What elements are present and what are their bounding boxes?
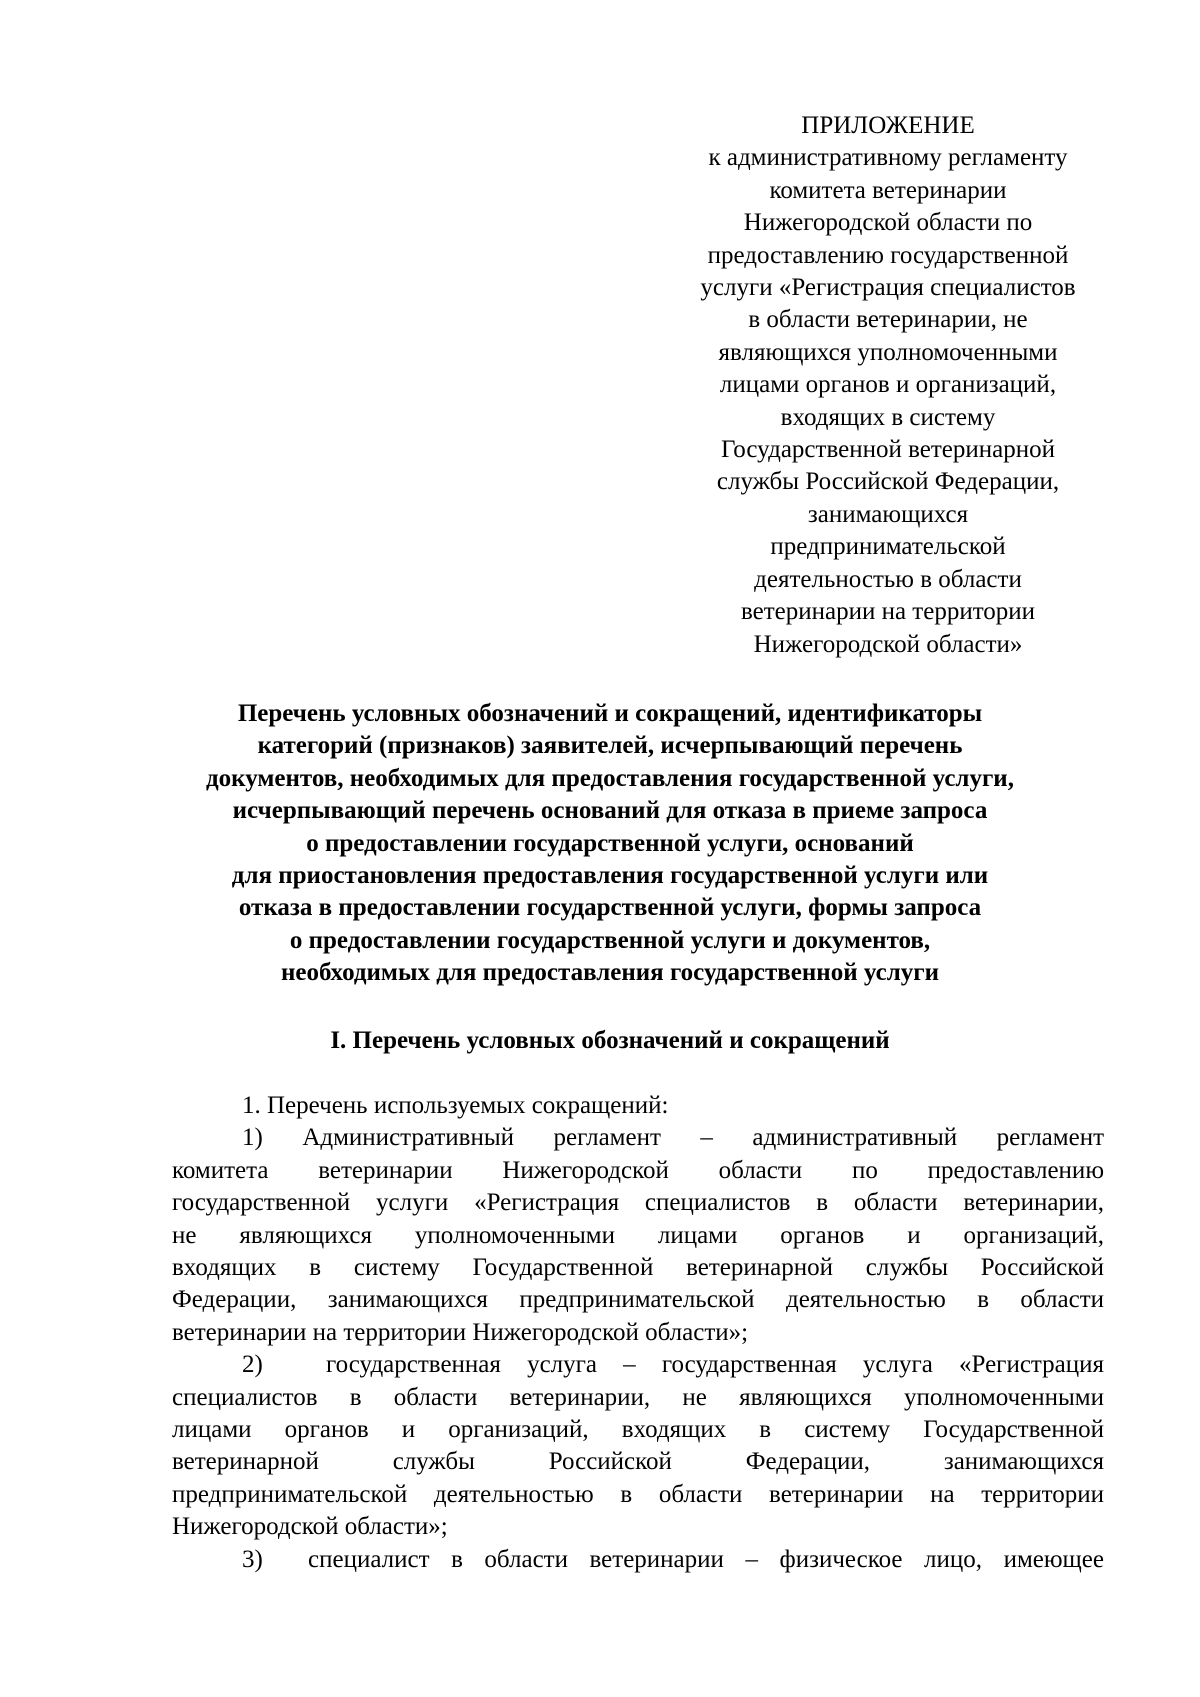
appendix-line: к административному регламенту xyxy=(708,144,1068,172)
item-1-first-line: 1) Административный регламент – административный регламент xyxy=(242,1124,1104,1152)
item-1-line: не являющихся уполномоченными лицами органов и организаций, xyxy=(172,1221,1104,1249)
title-line: категорий (признаков) заявителей, исчерпывающий перечень xyxy=(257,732,963,760)
item-1-line: государственной услуги «Регистрация специалистов в области ветеринарии, xyxy=(172,1189,1104,1217)
item-3-number: 3) xyxy=(242,1545,263,1573)
title-line: отказа в предоставлении государственной услуги, формы запроса xyxy=(238,894,982,922)
item-3-first-line xyxy=(172,1544,1104,1576)
body-text xyxy=(172,1090,1104,1576)
title-line: документов, необходимых для предоставления государственной услуги, xyxy=(206,764,1014,792)
appendix-line: Нижегородской области» xyxy=(753,630,1023,658)
item-2-line: лицами органов и организаций, входящих в систему Государственной xyxy=(172,1416,1104,1444)
appendix-line: Нижегородской области по xyxy=(743,209,1033,237)
appendix-line: в области ветеринарии, не xyxy=(748,306,1028,334)
item-3-first-text: специалист в области ветеринарии – физическое лицо, имеющее xyxy=(308,1545,1104,1573)
section-heading: I. Перечень условных обозначений и сокращений xyxy=(330,1027,890,1054)
title-line: о предоставлении государственной услуги, оснований xyxy=(306,829,914,857)
item-2-number: 2) xyxy=(242,1351,263,1379)
item-2-line: ветеринарной службы Российской Федерации, занимающихся xyxy=(172,1448,1104,1476)
title-line: о предоставлении государственной услуги и документов, xyxy=(289,926,931,954)
appendix-line: службы Российской Федерации, xyxy=(716,468,1060,496)
title-line: Перечень условных обозначений и сокращений, идентификаторы xyxy=(237,700,983,727)
title-line: исчерпывающий перечень оснований для отказа в приеме запроса xyxy=(232,797,988,825)
item-2-line: предпринимательской деятельностью в области ветеринарии на территории xyxy=(172,1480,1104,1508)
appendix-line: комитета ветеринарии xyxy=(769,176,1007,204)
item-2-first-line xyxy=(172,1349,1104,1381)
document-title xyxy=(140,698,1080,990)
appendix-line: входящих в систему xyxy=(780,403,996,431)
appendix-line: предпринимательской xyxy=(770,533,1006,561)
title-line: для приостановления предоставления государственной услуги или xyxy=(231,862,989,890)
item-1-line: Федерации, занимающихся предпринимательской деятельностью в области xyxy=(172,1286,1104,1314)
appendix-label: ПРИЛОЖЕНИЕ xyxy=(801,112,975,139)
item-2-line: Нижегородской области»; xyxy=(172,1513,448,1541)
appendix-line: являющихся уполномоченными xyxy=(718,338,1058,366)
appendix-line: деятельностью в области xyxy=(754,565,1022,593)
item-1-line: входящих в систему Государственной ветеринарной службы Российской xyxy=(172,1254,1104,1282)
appendix-header xyxy=(668,110,1108,661)
item-2-line: специалистов в области ветеринарии, не являющихся уполномоченными xyxy=(172,1383,1104,1411)
appendix-line: Государственной ветеринарной xyxy=(721,436,1055,464)
appendix-line: лицами органов и организаций, xyxy=(719,371,1057,399)
item-2-first-text: государственная услуга – государственная услуга «Регистрация xyxy=(326,1351,1104,1379)
appendix-line: услуги «Регистрация специалистов xyxy=(700,274,1076,302)
appendix-line: занимающихся xyxy=(807,500,969,528)
list-intro: 1. Перечень используемых сокращений: xyxy=(242,1092,669,1119)
item-1-line: ветеринарии на территории Нижегородской области»; xyxy=(172,1318,749,1346)
item-1-line: комитета ветеринарии Нижегородской области по предоставлению xyxy=(172,1156,1104,1184)
appendix-line: предоставлению государственной xyxy=(707,241,1069,269)
title-line: необходимых для предоставления государственной услуги xyxy=(281,959,939,987)
appendix-line: ветеринарии на территории xyxy=(740,598,1036,626)
